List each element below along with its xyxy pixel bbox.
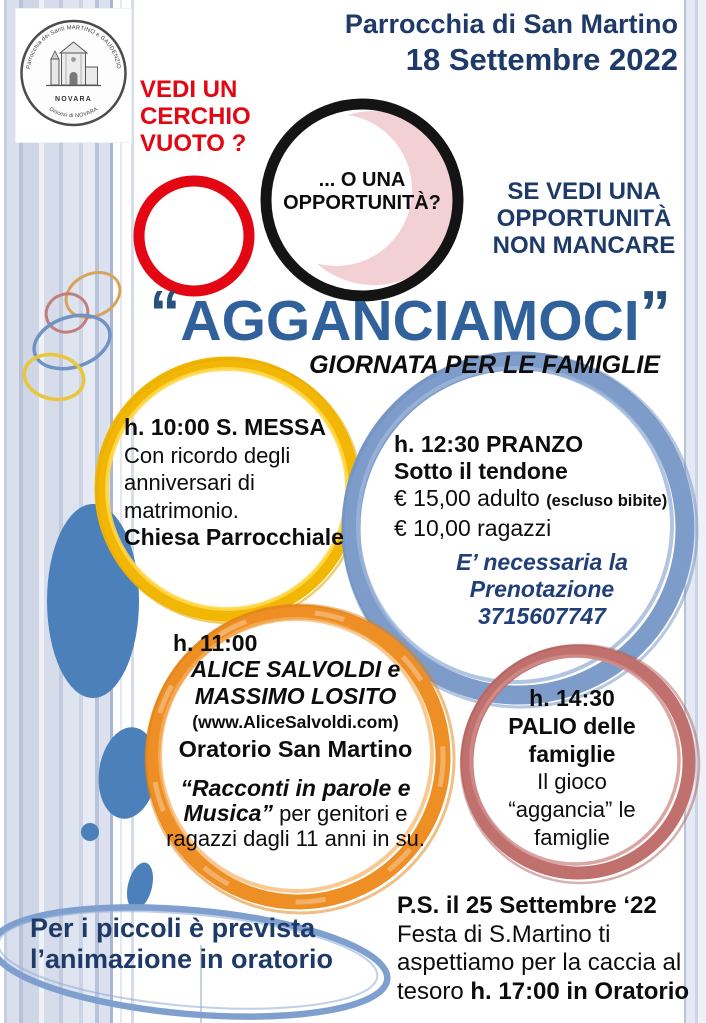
text-line: Il gioco <box>537 769 607 794</box>
title-word: AGGANCIAMOCI <box>180 289 640 353</box>
seal-arc-text-bottom: Diocesi di NOVARA <box>47 106 100 120</box>
event-heading: h. 12:30 PRANZO <box>394 431 584 457</box>
red-question-text <box>140 76 251 157</box>
booking-notice <box>394 549 690 630</box>
text-line: OPPORTUNITÀ? <box>283 192 441 214</box>
seal-graphic <box>16 9 131 142</box>
postscript-text: tesoro <box>397 977 471 1005</box>
event-messa <box>124 414 344 552</box>
text-line: anniversari di <box>124 470 255 495</box>
text-line: “aggancia” le <box>508 797 636 822</box>
event-time: h. 14:30 <box>529 685 615 711</box>
event-place: Chiesa Parrocchiale <box>124 524 344 550</box>
description-text: per genitori e <box>272 801 408 826</box>
text-line: E’ necessaria la <box>456 549 628 575</box>
description-emphasis: “Racconti in parole e <box>180 775 411 801</box>
header-title <box>250 8 678 79</box>
open-quote: “ <box>149 279 181 348</box>
text-line: Per i piccoli è prevista <box>30 913 316 943</box>
seal-city-text: NOVARA <box>54 96 93 103</box>
subtitle: GIORNATA PER LE FAMIGLIE <box>309 351 660 379</box>
parish-seal-logo <box>15 8 132 143</box>
text-line: Con ricordo degli <box>124 442 291 468</box>
artist-line: MASSIMO LOSITO <box>194 683 397 709</box>
event-time: h. 11:00 <box>173 630 258 656</box>
text-line: matrimonio. <box>124 497 239 523</box>
text-line: SE VEDI UNA <box>507 178 661 205</box>
event-palio <box>462 684 682 852</box>
price-note: (escluso bibite) <box>546 492 668 510</box>
small-blue-dot <box>81 823 99 841</box>
booking-phone: 3715607747 <box>478 603 606 629</box>
text-line: VEDI UN <box>140 76 238 103</box>
artist-line: ALICE SALVOLDI e <box>190 656 401 682</box>
price-line-kids: € 10,00 ragazzi <box>394 515 552 541</box>
price-adult: € 15,00 adulto <box>394 485 547 511</box>
small-blue-ring <box>27 306 117 378</box>
red-empty-circle <box>139 181 249 291</box>
text-line: aspettiamo per la caccia al <box>397 949 682 976</box>
description-emphasis: Musica” <box>183 800 273 826</box>
text-line: Festa di S.Martino ti <box>397 920 611 948</box>
text-line: OPPORTUNITÀ <box>496 205 672 232</box>
text-line: famiglie <box>528 741 616 767</box>
event-date: 18 Settembre 2022 <box>405 42 678 77</box>
postscript-time-place: h. 17:00 in Oratorio <box>470 977 690 1005</box>
text-line: CERCHIO <box>140 103 251 130</box>
event-pranzo <box>394 431 690 630</box>
kids-animation-note <box>30 913 333 975</box>
interlocked-small-rings <box>20 264 127 405</box>
price-line-adult <box>394 485 690 515</box>
text-line <box>148 776 443 801</box>
text-line: PALIO delle <box>508 713 636 739</box>
text-line: famiglie <box>534 825 610 850</box>
event-description <box>148 776 443 851</box>
parish-name: Parrocchia di San Martino <box>344 9 678 39</box>
text-line <box>148 801 443 826</box>
small-yellow-ring <box>20 349 88 405</box>
opportunity-circle-text <box>272 169 452 215</box>
postscript-note <box>397 892 697 1006</box>
opportunity-exhortation-text <box>484 178 684 259</box>
text-line <box>397 978 697 1007</box>
text-line: Prenotazione <box>469 576 615 602</box>
text-line: VUOTO ? <box>140 130 247 157</box>
text-line: ... O UNA <box>318 169 406 191</box>
event-subheading: Sotto il tendone <box>394 458 568 484</box>
artist-website: (www.AliceSalvoldi.com) <box>192 712 399 732</box>
main-title <box>130 279 690 353</box>
event-heading: h. 10:00 S. MESSA <box>124 414 326 440</box>
text-line: l’animazione in oratorio <box>30 944 334 974</box>
close-quote: ” <box>639 279 671 348</box>
event-incontro <box>148 630 443 851</box>
postscript-heading: P.S. il 25 Settembre ‘22 <box>397 892 657 919</box>
text-line: NON MANCARE <box>492 232 676 259</box>
blue-blob-decoration <box>47 504 163 912</box>
seal-arc-text-top: Parrocchia dei Santi MARTINO e GAUDENZIO <box>25 25 122 70</box>
text-line: ragazzi dagli 11 anni in su. <box>166 826 425 851</box>
event-place: Oratorio San Martino <box>178 736 413 762</box>
